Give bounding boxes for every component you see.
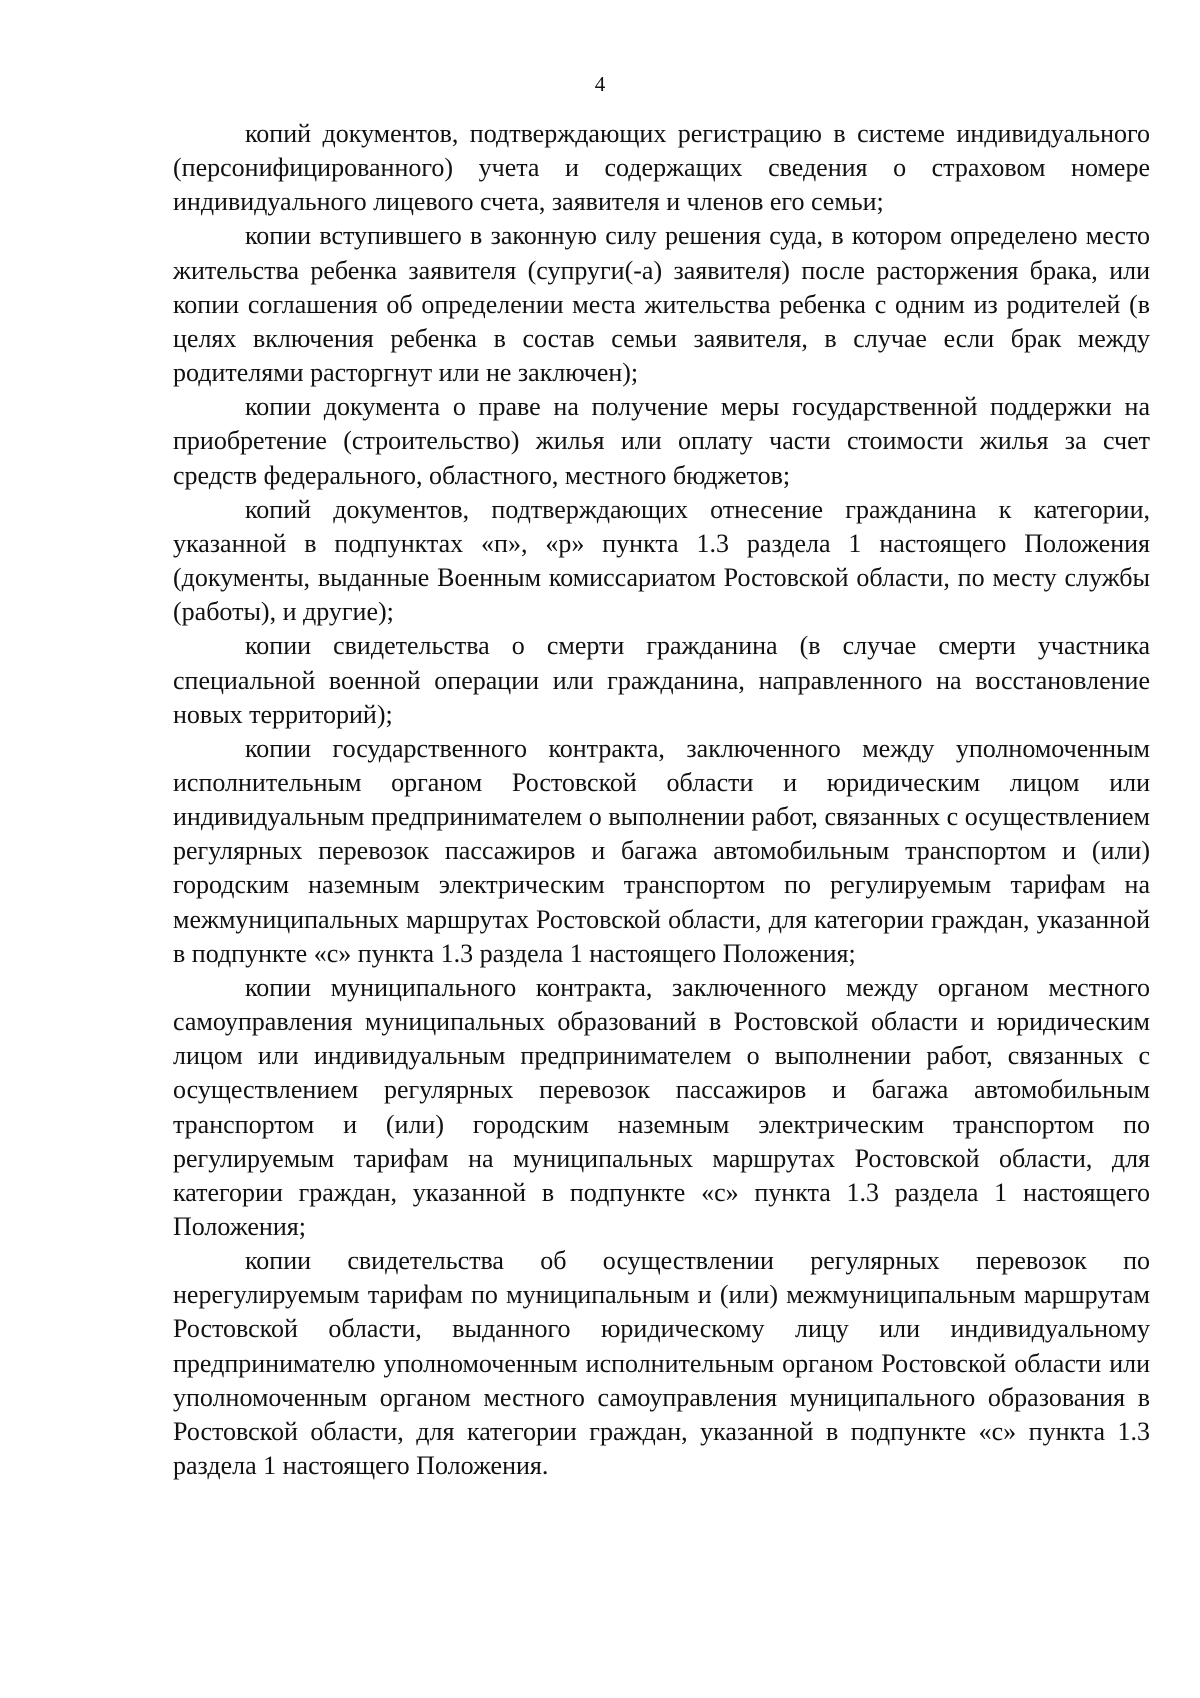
paragraph-category-documents: копий документов, подтверждающих отнесение гражданина к категории, указанной в подпунктах «п», «р» пункта 1.3 раздела 1 настоящего Положения (документы, выданные Военным комиссариатом Ростовской области, по месту службы (работы), и другие);	[173, 494, 1150, 627]
paragraph-state-support-document: копии документа о праве на получение меры государственной поддержки на приобретение (строительство) жилья или оплату части стоимости жилья за счет средств федерального, областного, местного бюджетов;	[173, 392, 1150, 490]
page-number: 4	[594, 72, 606, 96]
paragraph-municipal-contract: копии муниципального контракта, заключенного между органом местного самоуправления муниципальных образований в Ростовской области и юридическим лицом или индивидуальным предпринимателем о выполнении работ, связанных с осуществлением регулярных перевозок пассажиров и багажа автомобильным транспортом и (или) городским наземным электрическим транспортом по регулируемым тарифам на муниципальных маршрутах Ростовской области, для категории граждан, указанной в подпункте «с» пункта 1.3 раздела 1 настоящего Положения;	[173, 972, 1150, 1241]
paragraph-snils-copies: копий документов, подтверждающих регистрацию в системе индивидуального (персонифицированного) учета и содержащих сведения о страховом номере индивидуального лицевого счета, заявителя и членов его семьи;	[173, 119, 1150, 217]
paragraph-transport-certificate: копии свидетельства об осуществлении регулярных перевозок по нерегулируемым тарифам по муниципальным и (или) межмуниципальным маршрутам Ростовской области, выданного юридическому лицу или индивидуальному предпринимателю уполномоченным исполнительным органом Ростовской области или уполномоченным органом местного самоуправления муниципального образования в Ростовской области, для категории граждан, указанной в подпункте «с» пункта 1.3 раздела 1 настоящего Положения.	[173, 1246, 1150, 1481]
document-body	[173, 117, 1150, 1483]
paragraph-death-certificate: копии свидетельства о смерти гражданина (в случае смерти участника специальной военной операции или гражданина, направленного на восстановление новых территорий);	[173, 631, 1150, 729]
paragraph-state-contract: копии государственного контракта, заключенного между уполномоченным исполнительным органом Ростовской области и юридическим лицом или индивидуальным предпринимателем о выполнении работ, связанных с осуществлением регулярных перевозок пассажиров и багажа автомобильным транспортом и (или) городским наземным электрическим транспортом по регулируемым тарифам на межмуниципальных маршрутах Ростовской области, для категории граждан, указанной в подпункте «с» пункта 1.3 раздела 1 настоящего Положения;	[173, 733, 1150, 968]
paragraph-court-decision: копии вступившего в законную силу решения суда, в котором определено место жительства ребенка заявителя (супруги(-а) заявителя) после расторжения брака, или копии соглашения об определении места жительства ребенка с одним из родителей (в целях включения ребенка в состав семьи заявителя, в случае если брак между родителями расторгнут или не заключен);	[173, 221, 1150, 388]
